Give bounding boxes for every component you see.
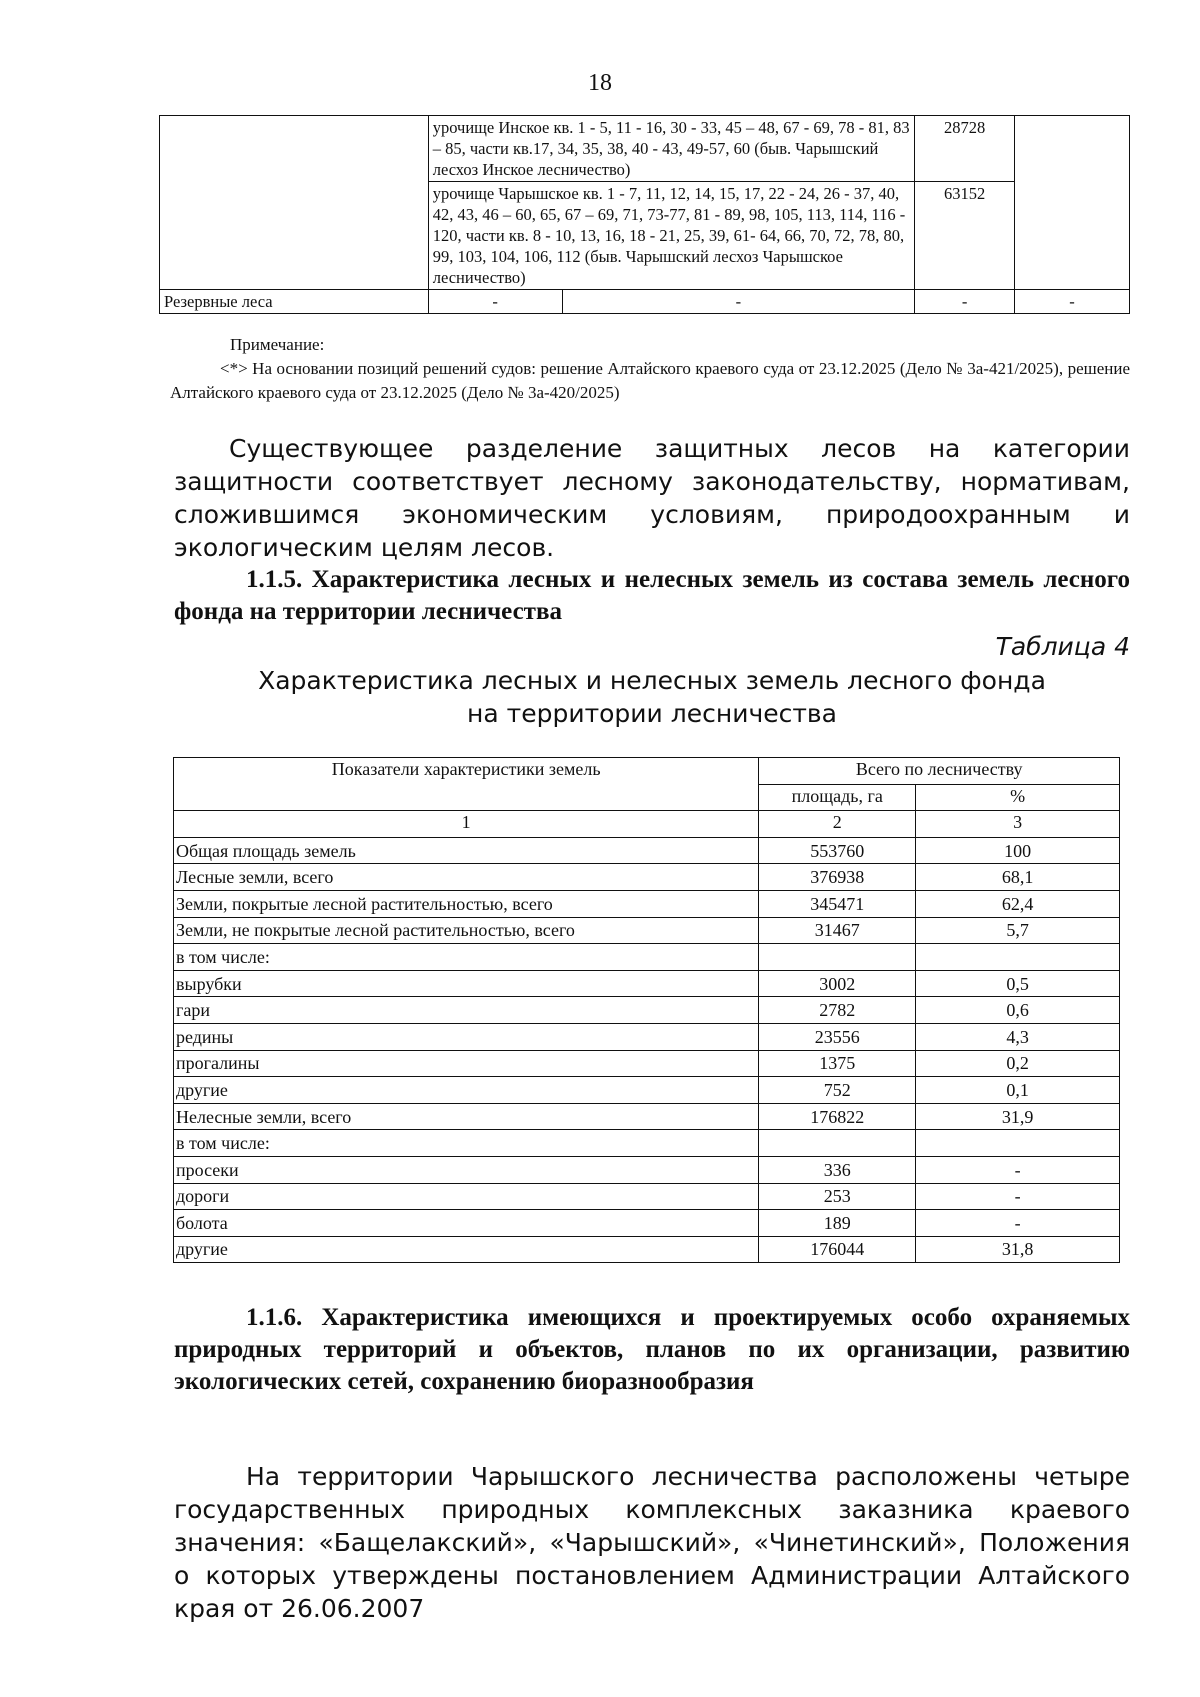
column-number: 1 [174, 811, 759, 838]
row-label: дороги [174, 1183, 759, 1210]
table-row [174, 1236, 1120, 1263]
table-cell: 63152 [915, 182, 1015, 290]
row-label: вырубки [174, 970, 759, 997]
table-row [174, 917, 1120, 944]
table-cell: урочище Чарышское кв. 1 - 7, 11, 12, 14, 15, 17, 22 - 24, 26 - 37, 40, 42, 43, 46 – 60, 65, 67 – 69, 71, 73-77, 81 - 89, 98, 105, 113, 114, 116 - 120, части кв. 8 - 10, 13, 16, 18 - 21, 25, 39, 61- 64, 66, 70, 72, 78, 80, 99, 103, 104, 106, 112 (быв. Чарышский лесхоз Чарышское лесничество) [428, 182, 914, 290]
row-label: Лесные земли, всего [174, 864, 759, 891]
area-cell [759, 944, 916, 971]
table-row [160, 290, 1130, 314]
row-label: болота [174, 1210, 759, 1237]
table-cell [160, 116, 429, 290]
row-label: в том числе: [174, 944, 759, 971]
table-body [174, 837, 1120, 1263]
table-row [174, 1050, 1120, 1077]
table-row [174, 944, 1120, 971]
table-cell: 28728 [915, 116, 1015, 182]
area-cell: 2782 [759, 997, 916, 1024]
note-title: Примечание: [230, 335, 325, 354]
percent-cell: 31,9 [916, 1103, 1120, 1130]
percent-cell: 31,8 [916, 1236, 1120, 1263]
area-cell: 3002 [759, 970, 916, 997]
row-label: просеки [174, 1156, 759, 1183]
row-label: Земли, не покрытые лесной растительностью, всего [174, 917, 759, 944]
table-cell: - [562, 290, 915, 314]
table-row [174, 837, 1120, 864]
table-cell: - [428, 290, 562, 314]
table-row [174, 1077, 1120, 1104]
table-row [174, 997, 1120, 1024]
table-header-row [174, 758, 1120, 785]
percent-cell: 0,6 [916, 997, 1120, 1024]
area-cell: 176822 [759, 1103, 916, 1130]
land-characteristics-table [173, 757, 1120, 1263]
table-cell [1015, 116, 1130, 290]
percent-cell: - [916, 1183, 1120, 1210]
row-label: другие [174, 1236, 759, 1263]
row-label: в том числе: [174, 1130, 759, 1157]
area-cell: 176044 [759, 1236, 916, 1263]
column-group-header: Всего по лесничеству [759, 758, 1120, 785]
table-row [174, 1023, 1120, 1050]
row-label: Общая площадь земель [174, 837, 759, 864]
table-row [174, 1183, 1120, 1210]
area-cell: 752 [759, 1077, 916, 1104]
area-cell [759, 1130, 916, 1157]
table-header-row [174, 811, 1120, 838]
paragraph-protective-forests: Существующее разделение защитных лесов на категории защитности соответствует лесному законодательству, нормативам, сложившимся экономическим условиям, природоохранным и экологическим целям лесов. [174, 434, 1130, 562]
area-cell: 189 [759, 1210, 916, 1237]
row-label: Земли, покрытые лесной растительностью, всего [174, 890, 759, 917]
percent-cell: 0,2 [916, 1050, 1120, 1077]
section-heading-1-1-5: 1.1.5. Характеристика лесных и нелесных земель из состава земель лесного фонда на территории лесничества [174, 566, 1130, 625]
percent-cell: 0,1 [916, 1077, 1120, 1104]
table-row [174, 1103, 1120, 1130]
percent-cell: 100 [916, 837, 1120, 864]
row-label: прогалины [174, 1050, 759, 1077]
table-caption-line: на территории лесничества [467, 699, 837, 728]
area-cell: 253 [759, 1183, 916, 1210]
table-cell: - [915, 290, 1015, 314]
percent-cell: 4,3 [916, 1023, 1120, 1050]
column-number: 2 [759, 811, 916, 838]
area-cell: 1375 [759, 1050, 916, 1077]
area-cell: 376938 [759, 864, 916, 891]
table-note [170, 333, 1130, 405]
page-number: 18 [588, 70, 612, 96]
percent-cell [916, 1130, 1120, 1157]
paragraph-reserves: На территории Чарышского лесничества расположены четыре государственных природных комплексных заказника краевого значения: «Бащелакский», «Чарышский», «Чинетинский», Положения о которых утверждены постановлением Администрации Алтайского края от 26.06.2007 [174, 1462, 1130, 1623]
area-cell: 336 [759, 1156, 916, 1183]
table-row [174, 970, 1120, 997]
column-header: Показатели характеристики земель [174, 758, 759, 811]
percent-cell [916, 944, 1120, 971]
table-row [174, 864, 1120, 891]
table-caption-line: Характеристика лесных и нелесных земель лесного фонда [258, 666, 1046, 695]
forest-areas-table-continuation [159, 115, 1130, 314]
table-label: Таблица 4 [995, 632, 1130, 661]
row-label: другие [174, 1077, 759, 1104]
table-row [174, 1130, 1120, 1157]
row-label: Нелесные земли, всего [174, 1103, 759, 1130]
area-cell: 23556 [759, 1023, 916, 1050]
percent-cell: - [916, 1210, 1120, 1237]
table-row [174, 890, 1120, 917]
column-header: % [916, 784, 1120, 811]
percent-cell: 62,4 [916, 890, 1120, 917]
percent-cell: 68,1 [916, 864, 1120, 891]
row-label: редины [174, 1023, 759, 1050]
table-row [174, 1210, 1120, 1237]
percent-cell: - [916, 1156, 1120, 1183]
table-row [174, 1156, 1120, 1183]
table-row [160, 116, 1130, 182]
column-number: 3 [916, 811, 1120, 838]
row-label: гари [174, 997, 759, 1024]
percent-cell: 0,5 [916, 970, 1120, 997]
table-cell: - [1015, 290, 1130, 314]
area-cell: 553760 [759, 837, 916, 864]
area-cell: 345471 [759, 890, 916, 917]
table-cell: урочище Инское кв. 1 - 5, 11 - 16, 30 - 33, 45 – 48, 67 - 69, 78 - 81, 83 – 85, части кв.17, 34, 35, 38, 40 - 43, 49-57, 60 (быв. Чарышский лесхоз Инское лесничество) [428, 116, 914, 182]
percent-cell: 5,7 [916, 917, 1120, 944]
area-cell: 31467 [759, 917, 916, 944]
table-caption [174, 664, 1130, 730]
table-cell: Резервные леса [160, 290, 429, 314]
column-header: площадь, га [759, 784, 916, 811]
section-heading-1-1-6: 1.1.6. Характеристика имеющихся и проектируемых особо охраняемых природных территорий и объектов, планов по их организации, развитию экологических сетей, сохранению биоразнообразия [174, 1304, 1130, 1395]
note-text: <*> На основании позиций решений судов: решение Алтайского краевого суда от 23.12.2025 (Дело № 3а-421/2025), решение Алтайского краевого суда от 23.12.2025 (Дело № 3а-420/2025) [170, 359, 1130, 402]
